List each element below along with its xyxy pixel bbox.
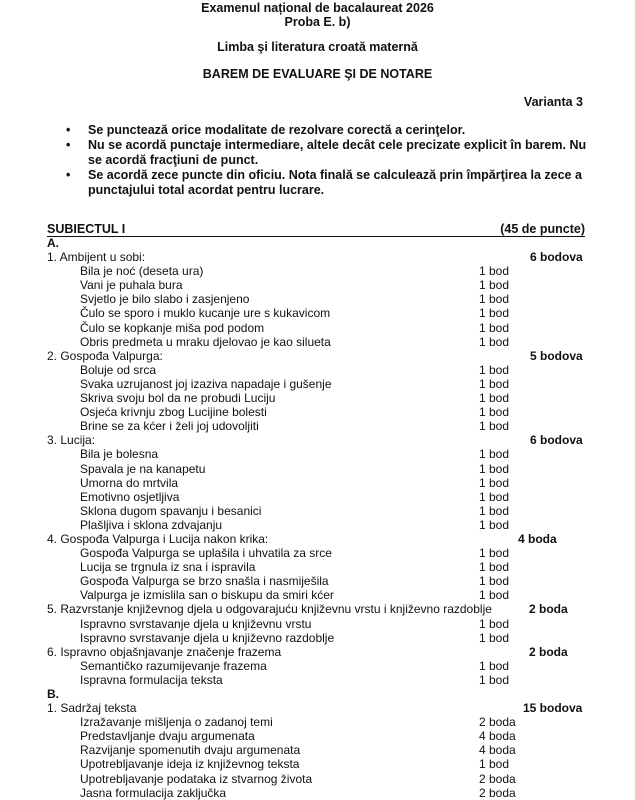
criterion-points: 1 bod: [479, 574, 510, 589]
criterion-row: [47, 447, 587, 461]
criterion-row: [47, 617, 587, 631]
criterion-points: 1 bod: [479, 362, 510, 377]
question-total-points: 6 bodova: [530, 433, 583, 448]
criterion-text: Lucija se trgnula iz sna i ispravila: [80, 560, 256, 575]
subject-title: SUBIECTUL I: [47, 222, 126, 236]
criterion-points: 1 bod: [479, 376, 510, 391]
criterion-points: 1 bod: [479, 517, 510, 532]
criterion-row: [47, 743, 587, 757]
criterion-points: 2 boda: [479, 715, 516, 730]
criterion-text: Brine se za kćer i želi joj udovoljiti: [80, 419, 259, 434]
criterion-row: [47, 335, 587, 349]
criterion-points: 1 bod: [479, 588, 510, 603]
criterion-text: Razvijanje spomenutih dvaju argumenata: [80, 743, 301, 758]
criterion-text: Sklona dugom spavanju i besanici: [80, 503, 262, 518]
criterion-points: 1 bod: [479, 658, 510, 673]
question-total-points: 4 boda: [518, 531, 557, 546]
criterion-text: Upotrebljavanje podataka iz stvarnog života: [80, 771, 313, 786]
criterion-row: [47, 715, 587, 729]
criterion-text: Izražavanje mišljenja o zadanoj temi: [80, 715, 273, 730]
bullet-icon: •: [66, 168, 71, 182]
question-row: [47, 701, 587, 715]
criterion-row: [47, 504, 587, 518]
instruction-text: Se punctează orice modalitate de rezolvare corectă a cerinţelor.: [88, 123, 466, 137]
criterion-text: Čulo se sporo i muklo kucanje ure s kukavicom: [80, 306, 331, 321]
criterion-points: 1 bod: [479, 391, 510, 406]
subject-name: Limba şi literatura croată maternă: [217, 40, 418, 54]
criterion-row: [47, 405, 587, 419]
criterion-text: Upotrebljavanje ideja iz književnog teksta: [80, 757, 300, 772]
criterion-row: [47, 490, 587, 504]
question-text: 5. Razvrstanje književnog djela u odgovarajuću književnu vrstu i književno razdoblje: [47, 602, 492, 617]
criterion-points: 1 bod: [479, 503, 510, 518]
criterion-text: Vani je puhala bura: [80, 278, 183, 293]
criterion-points: 1 bod: [479, 419, 510, 434]
question-row: [47, 250, 587, 264]
criterion-row: [47, 476, 587, 490]
criterion-text: Predstavljanje dvaju argumenata: [80, 729, 255, 744]
criterion-points: 1 bod: [479, 306, 510, 321]
question-text: 1. Ambijent u sobi:: [47, 250, 146, 265]
criterion-text: Plašljiva i sklona zdvajanju: [80, 517, 223, 532]
criterion-points: 1 bod: [479, 292, 510, 307]
exam-subtitle: Proba E. b): [284, 15, 351, 29]
criterion-text: Ispravna formulacija teksta: [80, 672, 223, 687]
variant-label: Varianta 3: [523, 95, 583, 109]
criterion-text: Jasna formulacija zaključka: [80, 785, 227, 800]
criterion-points: 2 boda: [479, 785, 516, 800]
criterion-points: 1 bod: [479, 546, 510, 561]
criterion-text: Semantičko razumijevanje frazema: [80, 658, 267, 673]
question-row: [47, 349, 587, 363]
question-total-points: 15 bodova: [523, 701, 583, 716]
criterion-text: Gospođa Valpurga se brzo snašla i nasmiješila: [80, 574, 329, 589]
criterion-text: Emotivno osjetljiva: [80, 489, 180, 504]
criterion-points: 1 bod: [479, 405, 510, 420]
document-heading: BAREM DE EVALUARE ŞI DE NOTARE: [202, 67, 433, 81]
question-row: [47, 602, 587, 616]
criterion-points: 1 bod: [479, 672, 510, 687]
criterion-row: [47, 462, 587, 476]
criterion-row: [47, 729, 587, 743]
question-total-points: 6 bodova: [530, 250, 583, 265]
criterion-text: Čulo se kopkanje miša pod podom: [80, 320, 265, 335]
scoring-list: [47, 236, 587, 800]
criterion-row: [47, 659, 587, 673]
criterion-points: 4 boda: [479, 729, 516, 744]
instruction-item: [62, 123, 592, 138]
criterion-text: Osjeća krivnju zbog Lucijine bolesti: [80, 405, 267, 420]
criterion-row: [47, 321, 587, 335]
criterion-row: [47, 264, 587, 278]
instruction-item: [62, 168, 592, 198]
criterion-row: [47, 518, 587, 532]
criterion-row: [47, 673, 587, 687]
criterion-points: 1 bod: [479, 447, 510, 462]
question-text: 6. Ispravno objašnjavanje značenje frazema: [47, 644, 282, 659]
criterion-points: 1 bod: [479, 630, 510, 645]
criterion-row: [47, 786, 587, 800]
exam-title: Examenul național de bacalaureat 2026: [201, 1, 434, 15]
criterion-text: Ispravno svrstavanje djela u književnu vrstu: [80, 616, 312, 631]
criterion-row: [47, 631, 587, 645]
criterion-row: [47, 363, 587, 377]
question-text: 4. Gospođa Valpurga i Lucija nakon krika:: [47, 531, 269, 546]
criterion-row: [47, 588, 587, 602]
question-text: 1. Sadržaj teksta: [47, 701, 137, 716]
criterion-text: Spavala je na kanapetu: [80, 461, 206, 476]
criterion-text: Bila je bolesna: [80, 447, 159, 462]
question-text: 3. Lucija:: [47, 433, 96, 448]
criterion-row: [47, 377, 587, 391]
section-text: B.: [47, 687, 59, 701]
instruction-text: Se acordă zece puncte din oficiu. Nota finală se calculează prin împărţirea la zece a punctajului total acordat pentru lucrare.: [88, 168, 582, 197]
criterion-points: 1 bod: [479, 616, 510, 631]
question-row: [47, 532, 587, 546]
section-text: A.: [47, 236, 59, 250]
criterion-text: Gospođa Valpurga se uplašila i uhvatila za srce: [80, 546, 332, 561]
question-total-points: 2 boda: [529, 644, 568, 659]
criterion-points: 1 bod: [479, 475, 510, 490]
criterion-points: 1 bod: [479, 264, 510, 279]
criterion-points: 1 bod: [479, 489, 510, 504]
instruction-text: Nu se acordă punctaje intermediare, altele decât cele precizate explicit în barem. Nu se acordă fracţiuni de punct.: [88, 138, 587, 167]
question-row: [47, 645, 587, 659]
criterion-row: [47, 757, 587, 771]
instructions-list: [62, 123, 592, 198]
question-total-points: 5 bodova: [530, 348, 583, 363]
subject-points: (45 de puncte): [500, 222, 585, 236]
section-label: [47, 236, 587, 250]
criterion-text: Valpurga je izmislila san o biskupu da smiri kćer: [80, 588, 334, 603]
criterion-row: [47, 391, 587, 405]
subject-header: [47, 222, 585, 237]
criterion-text: Svaka uzrujanost joj izaziva napadaje i gušenje: [80, 376, 332, 391]
section-label: [47, 687, 587, 701]
criterion-points: 1 bod: [479, 320, 510, 335]
question-row: [47, 433, 587, 447]
criterion-row: [47, 292, 587, 306]
criterion-points: 4 boda: [479, 743, 516, 758]
question-text: 2. Gospođa Valpurga:: [47, 348, 163, 363]
criterion-text: Umorna do mrtvila: [80, 475, 179, 490]
question-total-points: 2 boda: [529, 602, 568, 617]
bullet-icon: •: [66, 123, 71, 137]
criterion-row: [47, 419, 587, 433]
criterion-row: [47, 306, 587, 320]
instruction-item: [62, 138, 592, 168]
criterion-text: Ispravno svrstavanje djela u književno razdoblje: [80, 630, 335, 645]
criterion-row: [47, 546, 587, 560]
criterion-points: 2 boda: [479, 771, 516, 786]
criterion-text: Boluje od srca: [80, 362, 157, 377]
criterion-text: Svjetlo je bilo slabo i zasjenjeno: [80, 292, 250, 307]
criterion-row: [47, 560, 587, 574]
criterion-text: Obris predmeta u mraku djelovao je kao silueta: [80, 334, 331, 349]
criterion-points: 1 bod: [479, 461, 510, 476]
criterion-points: 1 bod: [479, 278, 510, 293]
criterion-text: Bila je noć (deseta ura): [80, 264, 204, 279]
criterion-row: [47, 278, 587, 292]
criterion-row: [47, 574, 587, 588]
criterion-points: 1 bod: [479, 560, 510, 575]
criterion-row: [47, 772, 587, 786]
criterion-text: Skriva svoju bol da ne probudi Luciju: [80, 391, 276, 406]
bullet-icon: •: [66, 138, 71, 152]
criterion-points: 1 bod: [479, 334, 510, 349]
criterion-points: 1 bod: [479, 757, 510, 772]
